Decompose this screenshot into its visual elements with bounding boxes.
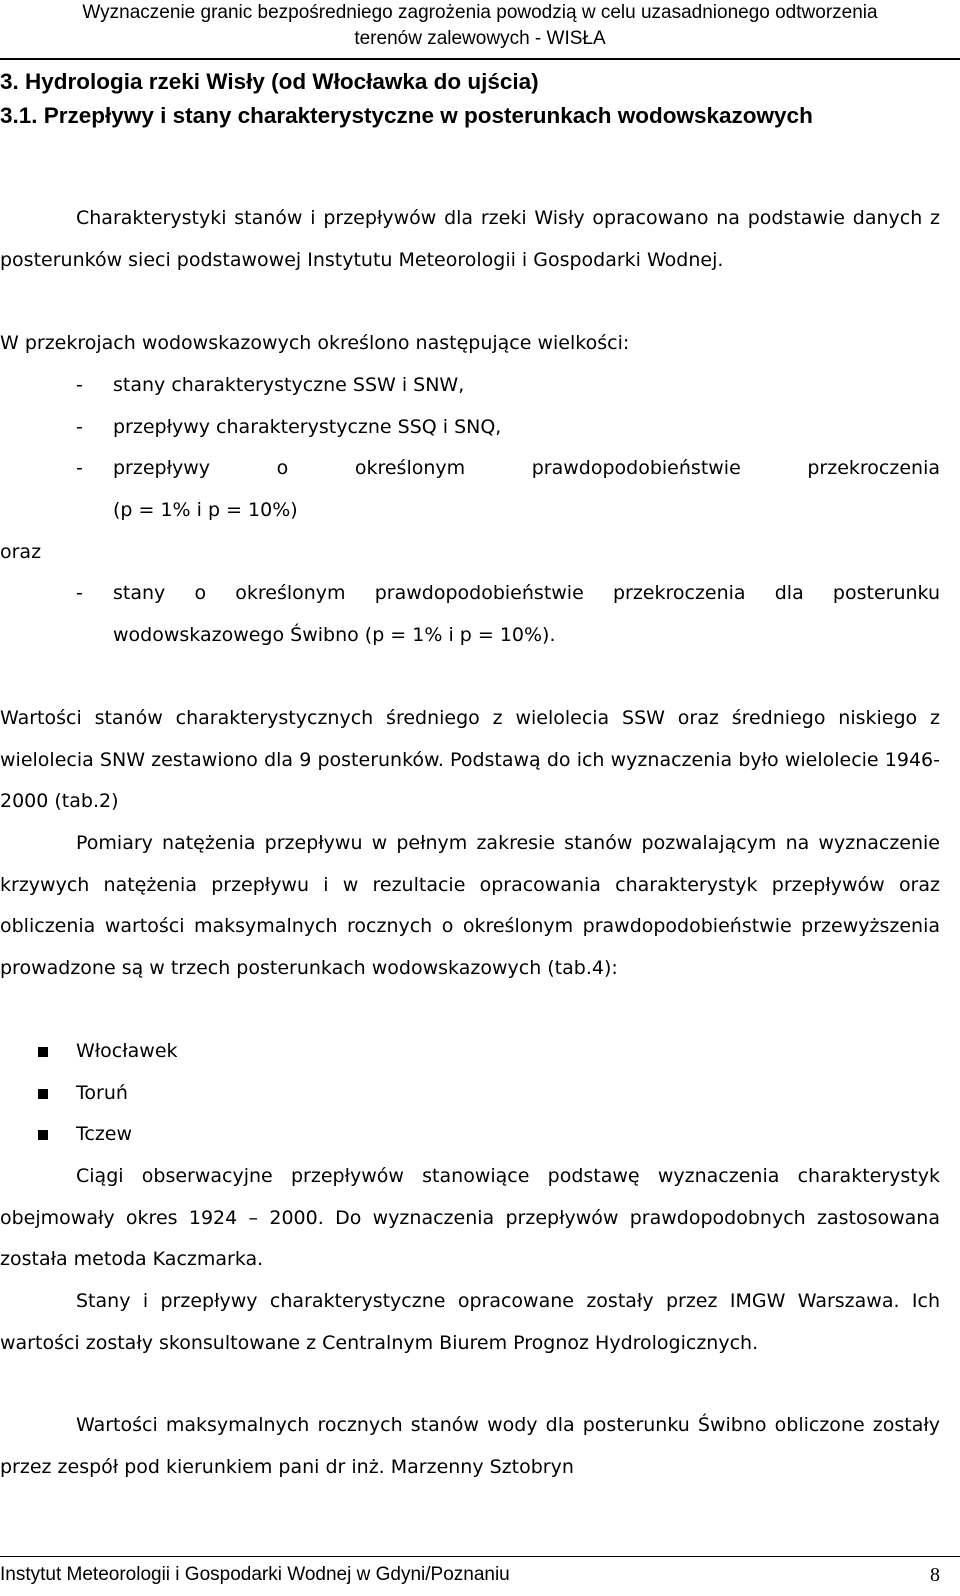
dash-bullet: - bbox=[76, 374, 83, 396]
paragraph-intro: Charakterystyki stanów i przepływów dla rzeki Wisły opracowano na podstawie danych z posterunków sieci podstawowej Instytutu Meteorologii i Gospodarki Wodnej. bbox=[0, 207, 940, 271]
station-name: Tczew bbox=[76, 1123, 133, 1145]
subsection-title: 3.1. Przepływy i stany charakterystyczne w posterunkach wodowskazowych bbox=[0, 103, 813, 128]
paragraph-measurements: Pomiary natężenia przepływu w pełnym zakresie stanów pozwalającym na wyznaczenie krzywych natężenia przepływu i w rezultacie opracowania charakterystyk przepływów oraz obliczenia wartości maksymalnych rocznych o określonym prawdopodobieństwie przewyższenia prowadzone są w trzech posterunkach wodowskazowych (tab.4): bbox=[0, 832, 940, 980]
paragraph-observation-series: Ciągi obserwacyjne przepływów stanowiące podstawę wyznaczenia charakterystyk obejmowały okres 1924 – 2000. Do wyznaczenia przepływów prawdopodobnych zastosowana została metoda Kaczmarka. bbox=[0, 1165, 940, 1271]
header-line-2: terenów zalewowych - WISŁA bbox=[354, 28, 606, 49]
conjunction-oraz: oraz bbox=[0, 541, 42, 563]
list-item-text: przepływy charakterystyczne SSQ i SNQ, bbox=[113, 416, 502, 438]
footer-divider bbox=[0, 1556, 960, 1557]
list-item-text: stany charakterystyczne SSW i SNW, bbox=[113, 374, 465, 396]
station-name: Toruń bbox=[76, 1082, 128, 1104]
square-bullet-icon bbox=[38, 1130, 48, 1140]
list-item-text: stany o określonym prawdopodobieństwie przekroczenia dla posterunku bbox=[113, 582, 940, 604]
paragraph-quantities: W przekrojach wodowskazowych określono następujące wielkości: bbox=[0, 332, 630, 354]
paragraph-ssw-snw: Wartości stanów charakterystycznych średniego z wielolecia SSW oraz średniego niskiego z wielolecia SNW zestawiono dla 9 posterunków. Podstawą do ich wyznaczenia było wielolecie 1946-2000 (tab.2) bbox=[0, 707, 940, 813]
header-line-1: Wyznaczenie granic bezpośredniego zagrożenia powodzią w celu uzasadnionego odtworzenia bbox=[82, 2, 878, 23]
footer-institute: Instytut Meteorologii i Gospodarki Wodnej w Gdyni/Poznaniu bbox=[0, 1564, 510, 1585]
paragraph-imgw: Stany i przepływy charakterystyczne opracowane zostały przez IMGW Warszawa. Ich wartości zostały skonsultowane z Centralnym Biurem Prognoz Hydrologicznych. bbox=[0, 1290, 940, 1354]
square-bullet-icon bbox=[38, 1047, 48, 1057]
list-item-text: przepływy o określonym prawdopodobieństwie przekroczenia bbox=[113, 457, 940, 479]
station-name: Włocławek bbox=[76, 1040, 178, 1062]
dash-bullet: - bbox=[76, 457, 83, 479]
paragraph-swibno: Wartości maksymalnych rocznych stanów wody dla posterunku Świbno obliczone zostały przez zespół pod kierunkiem pani dr inż. Marzenny Sztobryn bbox=[0, 1414, 940, 1478]
dash-bullet: - bbox=[76, 416, 83, 438]
list-item-text: (p = 1% i p = 10%) bbox=[113, 499, 298, 521]
running-header bbox=[0, 0, 960, 52]
section-title: 3. Hydrologia rzeki Wisły (od Włocławka do ujścia) bbox=[0, 69, 539, 94]
square-bullet-icon bbox=[38, 1089, 48, 1099]
dash-bullet: - bbox=[76, 582, 83, 604]
header-divider bbox=[0, 58, 960, 60]
list-item-text: wodowskazowego Świbno (p = 1% i p = 10%). bbox=[113, 624, 556, 646]
page-number: 8 bbox=[930, 1564, 940, 1586]
